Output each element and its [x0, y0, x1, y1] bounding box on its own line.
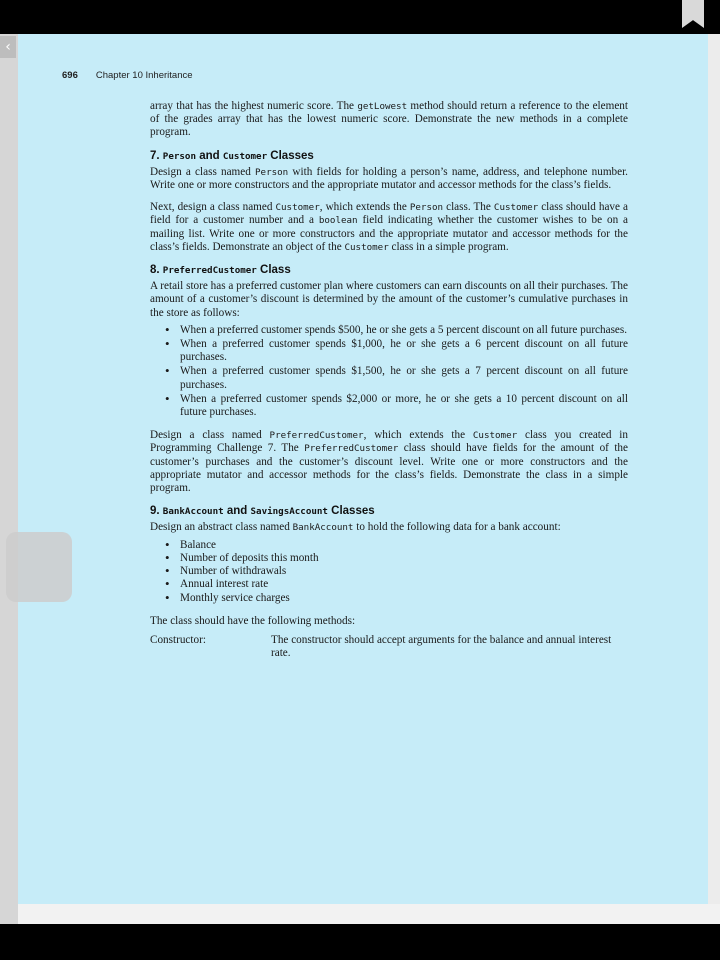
- code-term: Customer: [344, 241, 389, 253]
- section-9-paragraph-1: Design an abstract class named BankAccount to hold the following data for a bank account:: [150, 521, 561, 534]
- section-8-paragraph-1: A retail store has a preferred customer plan where customers can earn discounts on all their purchases. The amount of a customer’s discount is determined by the amount of the customer’s cumulative purchases in the store as follows:: [150, 280, 628, 319]
- list-item: • When a preferred customer spends $2,000 or more, he or she gets a 10 percent discount on all future purchases.: [150, 393, 628, 419]
- left-page-edge: [0, 34, 18, 924]
- list-item: • Number of deposits this month: [150, 552, 628, 565]
- code-term: Person: [255, 166, 289, 178]
- list-item: • Annual interest rate: [150, 578, 628, 591]
- code-term: Customer: [222, 150, 268, 162]
- list-item: • Number of withdrawals: [150, 565, 628, 578]
- method-description: The constructor should accept arguments for the balance and annual interest rate.: [271, 633, 612, 660]
- section-7-paragraph-2: Next, design a class named Customer, which extends the Person class. The Customer class should have a field for a customer number and a boolean field indicating whether the customer wishes to be on a mailing list. Write one or more constructors and the appropriate mutator and accessor methods for the class’s fields. Demonstrate an object of the Customer class in a simple program.: [150, 201, 628, 253]
- page-number: 696: [62, 70, 78, 81]
- section-8-paragraph-2: Design a class named PreferredCustomer, which extends the Customer class you created in Programming Challenge 7. The PreferredCustomer class should have fields for the amount of the customer’s purchases and the customer’s discount level. Write one or more constructors and the appropriate mutator and accessor methods for the class’s fields. Demonstrate the class in a simple program.: [150, 429, 628, 495]
- code-term: Person: [162, 150, 196, 162]
- section-9-paragraph-2: The class should have the following methods:: [150, 614, 356, 627]
- chapter-title: Chapter 10 Inheritance: [95, 70, 193, 81]
- floating-action-button[interactable]: [6, 532, 72, 602]
- discount-list: [150, 324, 628, 419]
- bank-data-list: [150, 539, 628, 605]
- right-page-edge: [708, 34, 720, 924]
- list-item: • When a preferred customer spends $500, he or she gets a 5 percent discount on all future purchases.: [150, 324, 628, 337]
- intro-paragraph: array that has the highest numeric score. The getLowest method should return a reference to the element of the grades array that has the lowest numeric score. Demonstrate the new methods in a complete program.: [150, 100, 628, 139]
- code-term: Customer: [493, 202, 539, 214]
- bookmark-icon[interactable]: [682, 0, 704, 28]
- page-bottom-edge: [18, 904, 720, 924]
- section-7-title: 7. Person and Customer Classes: [150, 149, 314, 162]
- back-arrow-icon[interactable]: ‹: [0, 36, 16, 58]
- list-item: • When a preferred customer spends $1,500, he or she gets a 7 percent discount on all future purchases.: [150, 365, 628, 391]
- section-8-title: 8. PreferredCustomer Class: [150, 264, 291, 277]
- code-term: BankAccount: [162, 506, 224, 518]
- method-term: Constructor:: [150, 633, 206, 646]
- section-7-paragraph-1: Design a class named Person with fields for holding a person’s name, address, and telephone number. Write one or more constructors and the appropriate mutator and accessor methods for the class’s fields.: [150, 165, 628, 192]
- code-term: BankAccount: [292, 522, 354, 534]
- code-term: Person: [409, 202, 444, 214]
- code-term: Customer: [275, 202, 320, 214]
- method-row: [150, 634, 628, 660]
- code-term: PreferredCustomer: [269, 430, 364, 442]
- list-item: • Monthly service charges: [150, 592, 628, 605]
- code-term: getLowest: [357, 101, 408, 112]
- page-content: [150, 100, 628, 660]
- page-header: [62, 70, 193, 81]
- section-9-title: 9. BankAccount and SavingsAccount Classes: [150, 505, 375, 518]
- code-term: PreferredCustomer: [162, 265, 257, 277]
- code-term: PreferredCustomer: [304, 443, 399, 455]
- list-item: • Balance: [150, 539, 628, 552]
- top-bar: [0, 0, 720, 34]
- code-term: boolean: [318, 215, 358, 227]
- code-term: SavingsAccount: [250, 506, 328, 518]
- code-term: Customer: [472, 430, 518, 442]
- bottom-bar: [0, 924, 720, 960]
- list-item: • When a preferred customer spends $1,000, he or she gets a 6 percent discount on all future purchases.: [150, 338, 628, 364]
